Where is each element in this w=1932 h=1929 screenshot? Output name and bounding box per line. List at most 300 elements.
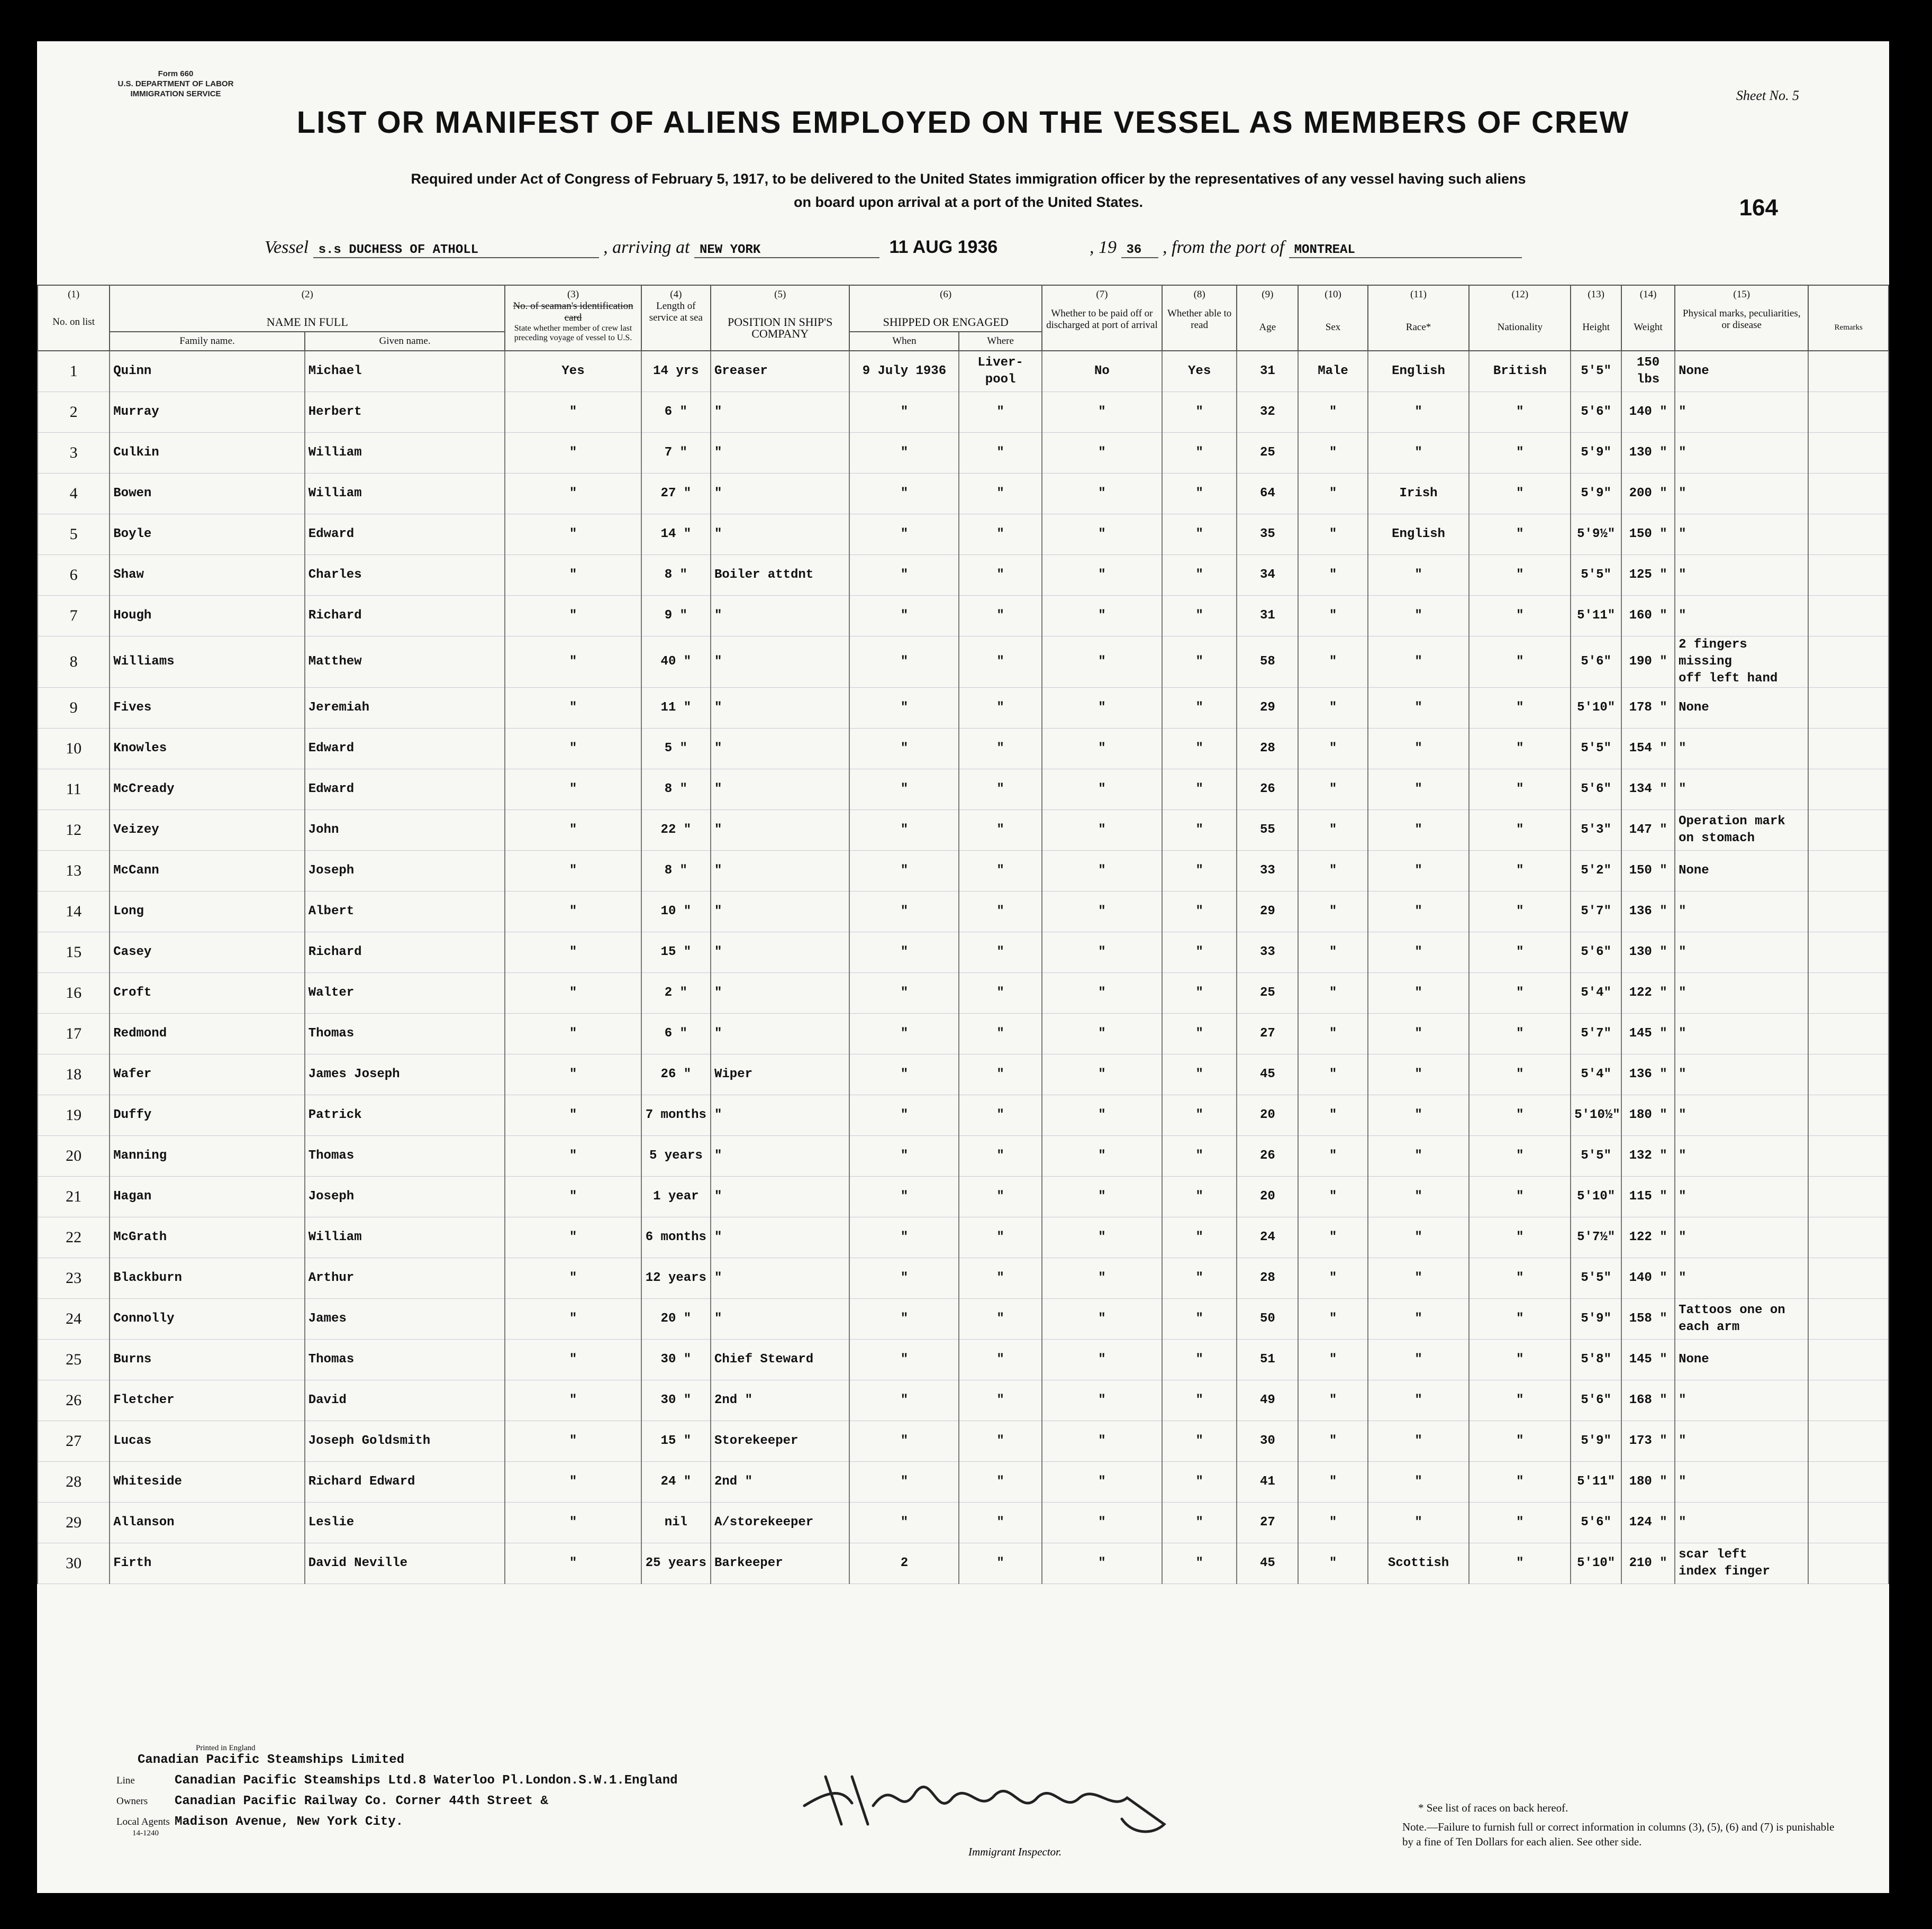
engaged-where-cell: " <box>959 891 1041 932</box>
table-row <box>38 555 1889 596</box>
owners-value: Canadian Pacific Railway Co. Corner 44th Street & <box>175 1794 548 1808</box>
nationality-cell: " <box>1469 1258 1571 1299</box>
engaged-when-cell: " <box>849 1217 959 1258</box>
family-name-cell: Allanson <box>110 1503 304 1543</box>
given-name-cell: Edward <box>305 729 505 769</box>
position-cell: Boiler attdnt <box>711 555 849 596</box>
age-cell: 51 <box>1237 1340 1298 1380</box>
list-number-cell: 24 <box>38 1299 110 1340</box>
table-row <box>38 1217 1889 1258</box>
weight-cell: 145 " <box>1621 1014 1675 1054</box>
family-name-cell: Wafer <box>110 1054 304 1095</box>
physical-marks-cell: None <box>1675 688 1808 729</box>
physical-marks-cell: " <box>1675 1503 1808 1543</box>
paid-off-cell: " <box>1042 1136 1162 1177</box>
weight-cell: 130 " <box>1621 932 1675 973</box>
position-cell: " <box>711 1299 849 1340</box>
previous-voyage-cell: " <box>505 891 641 932</box>
service-length-cell: 8 " <box>641 769 711 810</box>
weight-cell: 160 " <box>1621 596 1675 636</box>
engaged-when-cell: " <box>849 1136 959 1177</box>
age-cell: 27 <box>1237 1014 1298 1054</box>
service-length-cell: 12 years <box>641 1258 711 1299</box>
age-cell: 24 <box>1237 1217 1298 1258</box>
height-cell: 5'5" <box>1571 729 1621 769</box>
height-cell: 5'8" <box>1571 1340 1621 1380</box>
nationality-cell: " <box>1469 1503 1571 1543</box>
table-row <box>38 392 1889 433</box>
service-length-cell: 11 " <box>641 688 711 729</box>
service-length-cell: 10 " <box>641 891 711 932</box>
able-to-read-cell: " <box>1162 1217 1237 1258</box>
remarks-cell <box>1808 392 1889 433</box>
family-name-cell: Shaw <box>110 555 304 596</box>
height-cell: 5'6" <box>1571 1503 1621 1543</box>
position-cell: " <box>711 1177 849 1217</box>
position-cell: " <box>711 973 849 1014</box>
position-cell: 2nd " <box>711 1380 849 1421</box>
previous-voyage-cell: " <box>505 1340 641 1380</box>
physical-marks-cell: " <box>1675 433 1808 474</box>
paid-off-cell: " <box>1042 891 1162 932</box>
physical-marks-cell: " <box>1675 1014 1808 1054</box>
given-name-cell: Thomas <box>305 1014 505 1054</box>
physical-marks-cell: " <box>1675 729 1808 769</box>
list-number-cell: 8 <box>38 636 110 688</box>
sex-cell: " <box>1298 392 1367 433</box>
previous-voyage-cell: " <box>505 1095 641 1136</box>
height-cell: 5'4" <box>1571 973 1621 1014</box>
engaged-when-cell: " <box>849 514 959 555</box>
able-to-read-cell: " <box>1162 1340 1237 1380</box>
list-number-cell: 26 <box>38 1380 110 1421</box>
nationality-cell: " <box>1469 392 1571 433</box>
able-to-read-cell: " <box>1162 1136 1237 1177</box>
height-cell: 5'7" <box>1571 1014 1621 1054</box>
list-number-cell: 21 <box>38 1177 110 1217</box>
engaged-where-cell: " <box>959 729 1041 769</box>
age-cell: 35 <box>1237 514 1298 555</box>
position-cell: " <box>711 392 849 433</box>
previous-voyage-cell: " <box>505 1299 641 1340</box>
sex-cell: " <box>1298 1462 1367 1503</box>
nationality-cell: " <box>1469 1095 1571 1136</box>
remarks-cell <box>1808 1136 1889 1177</box>
given-name-cell: Albert <box>305 891 505 932</box>
family-name-cell: McCready <box>110 769 304 810</box>
position-cell: " <box>711 769 849 810</box>
height-cell: 5'6" <box>1571 932 1621 973</box>
able-to-read-cell: " <box>1162 636 1237 688</box>
position-cell: " <box>711 1014 849 1054</box>
position-cell: " <box>711 474 849 514</box>
previous-voyage-cell: Yes <box>505 351 641 392</box>
arrival-year: 36 <box>1121 243 1158 258</box>
position-cell: Chief Steward <box>711 1340 849 1380</box>
service-length-cell: 15 " <box>641 932 711 973</box>
race-cell: Scottish <box>1368 1543 1470 1584</box>
list-number-cell: 9 <box>38 688 110 729</box>
physical-marks-cell: " <box>1675 555 1808 596</box>
department-name: U.S. DEPARTMENT OF LABOR <box>117 79 234 88</box>
height-cell: 5'7" <box>1571 891 1621 932</box>
sex-cell: " <box>1298 688 1367 729</box>
position-cell: " <box>711 514 849 555</box>
age-cell: 20 <box>1237 1095 1298 1136</box>
nationality-cell: " <box>1469 1421 1571 1462</box>
given-name-cell: Thomas <box>305 1340 505 1380</box>
service-length-cell: 7 " <box>641 433 711 474</box>
position-cell: " <box>711 1095 849 1136</box>
paid-off-cell: " <box>1042 596 1162 636</box>
subtitle-line-2: on board upon arrival at a port of the United States. <box>793 194 1144 210</box>
table-row <box>38 1462 1889 1503</box>
weight-cell: 115 " <box>1621 1177 1675 1217</box>
race-cell: " <box>1368 769 1470 810</box>
engaged-where-cell: " <box>959 1340 1041 1380</box>
list-number-cell: 11 <box>38 769 110 810</box>
age-cell: 32 <box>1237 392 1298 433</box>
table-row <box>38 729 1889 769</box>
able-to-read-cell: " <box>1162 851 1237 891</box>
remarks-cell <box>1808 769 1889 810</box>
sex-cell: " <box>1298 729 1367 769</box>
agents-value: Madison Avenue, New York City. <box>175 1815 404 1829</box>
list-number-cell: 6 <box>38 555 110 596</box>
page-number: 164 <box>1739 195 1778 221</box>
paid-off-cell: " <box>1042 392 1162 433</box>
engaged-where-cell: " <box>959 392 1041 433</box>
family-name-cell: Lucas <box>110 1421 304 1462</box>
weight-cell: 136 " <box>1621 891 1675 932</box>
engaged-when-cell: " <box>849 433 959 474</box>
physical-marks-cell: " <box>1675 1462 1808 1503</box>
given-name-cell: Leslie <box>305 1503 505 1543</box>
height-cell: 5'5" <box>1571 351 1621 392</box>
race-cell: " <box>1368 1380 1470 1421</box>
manifest-sheet <box>37 41 1889 1893</box>
engaged-when-cell: " <box>849 1014 959 1054</box>
weight-cell: 178 " <box>1621 688 1675 729</box>
table-row <box>38 932 1889 973</box>
weight-cell: 132 " <box>1621 1136 1675 1177</box>
sex-cell: " <box>1298 1014 1367 1054</box>
family-name-cell: McGrath <box>110 1217 304 1258</box>
engaged-when-cell: " <box>849 729 959 769</box>
table-row <box>38 1503 1889 1543</box>
service-length-cell: 2 " <box>641 973 711 1014</box>
service-length-cell: 30 " <box>641 1380 711 1421</box>
service-length-cell: 8 " <box>641 851 711 891</box>
family-name-cell: Knowles <box>110 729 304 769</box>
nationality-cell: " <box>1469 891 1571 932</box>
inspector-signature <box>794 1755 1196 1835</box>
previous-voyage-cell: " <box>505 1258 641 1299</box>
physical-marks-cell: scar left index finger <box>1675 1543 1808 1584</box>
nationality-cell: " <box>1469 1380 1571 1421</box>
weight-cell: 150 " <box>1621 851 1675 891</box>
paid-off-cell: " <box>1042 810 1162 851</box>
given-name-cell: Patrick <box>305 1095 505 1136</box>
age-cell: 33 <box>1237 932 1298 973</box>
family-name-cell: Williams <box>110 636 304 688</box>
family-name-cell: Long <box>110 891 304 932</box>
previous-voyage-cell: " <box>505 474 641 514</box>
sex-cell: " <box>1298 1217 1367 1258</box>
race-cell: " <box>1368 392 1470 433</box>
engaged-when-cell: " <box>849 851 959 891</box>
height-cell: 5'9" <box>1571 1299 1621 1340</box>
remarks-cell <box>1808 1340 1889 1380</box>
able-to-read-cell: " <box>1162 810 1237 851</box>
height-cell: 5'9½" <box>1571 514 1621 555</box>
engaged-when-cell: " <box>849 810 959 851</box>
physical-marks-cell: " <box>1675 1258 1808 1299</box>
weight-cell: 140 " <box>1621 392 1675 433</box>
table-row <box>38 474 1889 514</box>
nationality-cell: " <box>1469 851 1571 891</box>
age-cell: 50 <box>1237 1299 1298 1340</box>
race-cell: " <box>1368 973 1470 1014</box>
weight-cell: 125 " <box>1621 555 1675 596</box>
age-cell: 55 <box>1237 810 1298 851</box>
previous-voyage-cell: " <box>505 973 641 1014</box>
engaged-when-cell: " <box>849 1503 959 1543</box>
age-cell: 45 <box>1237 1543 1298 1584</box>
engaged-where-cell: " <box>959 1421 1041 1462</box>
engaged-where-cell: " <box>959 769 1041 810</box>
physical-marks-cell: " <box>1675 1177 1808 1217</box>
col-list-no-header: (1) No. on list <box>38 285 110 351</box>
able-to-read-cell: " <box>1162 392 1237 433</box>
previous-voyage-cell: " <box>505 932 641 973</box>
nationality-cell: " <box>1469 932 1571 973</box>
family-name-cell: Croft <box>110 973 304 1014</box>
able-to-read-cell: " <box>1162 1177 1237 1217</box>
physical-marks-cell: " <box>1675 769 1808 810</box>
age-cell: 26 <box>1237 1136 1298 1177</box>
service-length-cell: 9 " <box>641 596 711 636</box>
age-cell: 31 <box>1237 351 1298 392</box>
height-cell: 5'6" <box>1571 392 1621 433</box>
race-cell: " <box>1368 891 1470 932</box>
list-number-cell: 30 <box>38 1543 110 1584</box>
given-name-cell: Joseph Goldsmith <box>305 1421 505 1462</box>
physical-marks-cell: " <box>1675 891 1808 932</box>
list-number-cell: 22 <box>38 1217 110 1258</box>
engaged-when-cell: 9 July 1936 <box>849 351 959 392</box>
table-row <box>38 596 1889 636</box>
service-length-cell: 14 " <box>641 514 711 555</box>
weight-cell: 168 " <box>1621 1380 1675 1421</box>
owners-label: Owners <box>116 1796 148 1807</box>
height-cell: 5'5" <box>1571 555 1621 596</box>
given-name-cell: Herbert <box>305 392 505 433</box>
service-length-cell: 24 " <box>641 1462 711 1503</box>
previous-voyage-cell: " <box>505 810 641 851</box>
remarks-cell <box>1808 891 1889 932</box>
binder-hole <box>14 1317 37 1340</box>
given-name-cell: David Neville <box>305 1543 505 1584</box>
physical-marks-cell: None <box>1675 351 1808 392</box>
given-name-cell: Matthew <box>305 636 505 688</box>
engaged-when-cell: 2 <box>849 1543 959 1584</box>
remarks-cell <box>1808 932 1889 973</box>
weight-cell: 147 " <box>1621 810 1675 851</box>
position-cell: " <box>711 636 849 688</box>
family-name-cell: Burns <box>110 1340 304 1380</box>
penalty-note: Note.—Failure to furnish full or correct information in columns (3), (5), (6) and (7) is punishable by a fine of Ten Dollars for each alien. See other side. <box>1402 1821 1835 1848</box>
age-cell: 31 <box>1237 596 1298 636</box>
sex-cell: " <box>1298 1380 1367 1421</box>
races-note: * See list of races on back hereof. <box>1418 1801 1568 1814</box>
height-cell: 5'9" <box>1571 433 1621 474</box>
height-cell: 5'7½" <box>1571 1217 1621 1258</box>
able-to-read-cell: " <box>1162 474 1237 514</box>
height-cell: 5'9" <box>1571 1421 1621 1462</box>
previous-voyage-cell: " <box>505 769 641 810</box>
col-race-header: (11) Race* <box>1368 285 1470 351</box>
paid-off-cell: " <box>1042 1258 1162 1299</box>
remarks-cell <box>1808 514 1889 555</box>
sex-cell: " <box>1298 636 1367 688</box>
sex-cell: " <box>1298 1054 1367 1095</box>
nationality-cell: " <box>1469 514 1571 555</box>
sex-cell: " <box>1298 810 1367 851</box>
given-name-cell: Edward <box>305 769 505 810</box>
sex-cell: " <box>1298 1340 1367 1380</box>
col-family-name-header: Family name. <box>110 332 304 351</box>
sex-cell: " <box>1298 1503 1367 1543</box>
paid-off-cell: " <box>1042 932 1162 973</box>
table-row <box>38 1299 1889 1340</box>
nationality-cell: " <box>1469 1217 1571 1258</box>
year-label: , 19 <box>1090 238 1117 257</box>
col-nationality-header: (12) Nationality <box>1469 285 1571 351</box>
engaged-when-cell: " <box>849 1258 959 1299</box>
physical-marks-cell: " <box>1675 1217 1808 1258</box>
height-cell: 5'4" <box>1571 1054 1621 1095</box>
engaged-where-cell: " <box>959 973 1041 1014</box>
col-height-header: (13) Height <box>1571 285 1621 351</box>
sex-cell: Male <box>1298 351 1367 392</box>
previous-voyage-cell: " <box>505 1503 641 1543</box>
nationality-cell: " <box>1469 1543 1571 1584</box>
weight-cell: 136 " <box>1621 1054 1675 1095</box>
list-number-cell: 29 <box>38 1503 110 1543</box>
table-row <box>38 973 1889 1014</box>
given-name-cell: John <box>305 810 505 851</box>
height-cell: 5'11" <box>1571 1462 1621 1503</box>
list-number-cell: 16 <box>38 973 110 1014</box>
previous-voyage-cell: " <box>505 1054 641 1095</box>
race-cell: " <box>1368 636 1470 688</box>
family-name-cell: Redmond <box>110 1014 304 1054</box>
family-name-cell: Firth <box>110 1543 304 1584</box>
list-number-cell: 2 <box>38 392 110 433</box>
line-value: Canadian Pacific Steamships Ltd.8 Waterloo Pl.London.S.W.1.England <box>175 1773 678 1788</box>
paid-off-cell: " <box>1042 1217 1162 1258</box>
engaged-where-cell: " <box>959 474 1041 514</box>
engaged-when-cell: " <box>849 1462 959 1503</box>
age-cell: 28 <box>1237 729 1298 769</box>
paid-off-cell: " <box>1042 1177 1162 1217</box>
col-service-length-header: (4) Length of service at sea <box>641 285 711 351</box>
weight-cell: 122 " <box>1621 1217 1675 1258</box>
previous-voyage-cell: " <box>505 1177 641 1217</box>
paid-off-cell: " <box>1042 1299 1162 1340</box>
column-numbers-row <box>38 285 1889 332</box>
vessel-label: Vessel <box>265 238 309 257</box>
family-name-cell: Manning <box>110 1136 304 1177</box>
able-to-read-cell: " <box>1162 688 1237 729</box>
nationality-cell: " <box>1469 688 1571 729</box>
able-to-read-cell: Yes <box>1162 351 1237 392</box>
agents-label: Local Agents <box>116 1816 170 1827</box>
given-name-cell: James Joseph <box>305 1054 505 1095</box>
able-to-read-cell: " <box>1162 891 1237 932</box>
race-cell: " <box>1368 1258 1470 1299</box>
nationality-cell: " <box>1469 474 1571 514</box>
engaged-where-cell: " <box>959 1380 1041 1421</box>
table-row <box>38 1177 1889 1217</box>
engaged-where-cell: " <box>959 932 1041 973</box>
engaged-where-cell: " <box>959 1299 1041 1340</box>
age-cell: 25 <box>1237 973 1298 1014</box>
height-cell: 5'5" <box>1571 1258 1621 1299</box>
family-name-cell: Bowen <box>110 474 304 514</box>
list-number-cell: 18 <box>38 1054 110 1095</box>
position-cell: " <box>711 688 849 729</box>
weight-cell: 150 " <box>1621 514 1675 555</box>
table-row <box>38 1340 1889 1380</box>
engaged-where-cell: " <box>959 851 1041 891</box>
table-row <box>38 433 1889 474</box>
race-cell: " <box>1368 596 1470 636</box>
given-name-cell: Arthur <box>305 1258 505 1299</box>
paid-off-cell: " <box>1042 1014 1162 1054</box>
previous-voyage-cell: " <box>505 1014 641 1054</box>
family-name-cell: Fletcher <box>110 1380 304 1421</box>
remarks-cell <box>1808 729 1889 769</box>
able-to-read-cell: " <box>1162 1299 1237 1340</box>
weight-cell: 124 " <box>1621 1503 1675 1543</box>
position-cell: " <box>711 1217 849 1258</box>
binder-hole <box>14 1233 37 1255</box>
weight-cell: 134 " <box>1621 769 1675 810</box>
family-name-cell: Whiteside <box>110 1462 304 1503</box>
table-row <box>38 851 1889 891</box>
height-cell: 5'9" <box>1571 474 1621 514</box>
service-length-cell: 6 " <box>641 1014 711 1054</box>
list-number-cell: 23 <box>38 1258 110 1299</box>
binder-hole <box>14 624 37 647</box>
age-cell: 34 <box>1237 555 1298 596</box>
engaged-when-cell: " <box>849 1299 959 1340</box>
position-cell: Wiper <box>711 1054 849 1095</box>
previous-voyage-cell: " <box>505 1421 641 1462</box>
physical-marks-cell: " <box>1675 474 1808 514</box>
physical-marks-cell: " <box>1675 392 1808 433</box>
nationality-cell: " <box>1469 1136 1571 1177</box>
height-cell: 5'11" <box>1571 596 1621 636</box>
service-length-cell: 27 " <box>641 474 711 514</box>
engaged-where-cell: " <box>959 1095 1041 1136</box>
engaged-when-cell: " <box>849 891 959 932</box>
form-number: Form 660 <box>158 69 194 78</box>
previous-voyage-cell: " <box>505 636 641 688</box>
paid-off-cell: No <box>1042 351 1162 392</box>
